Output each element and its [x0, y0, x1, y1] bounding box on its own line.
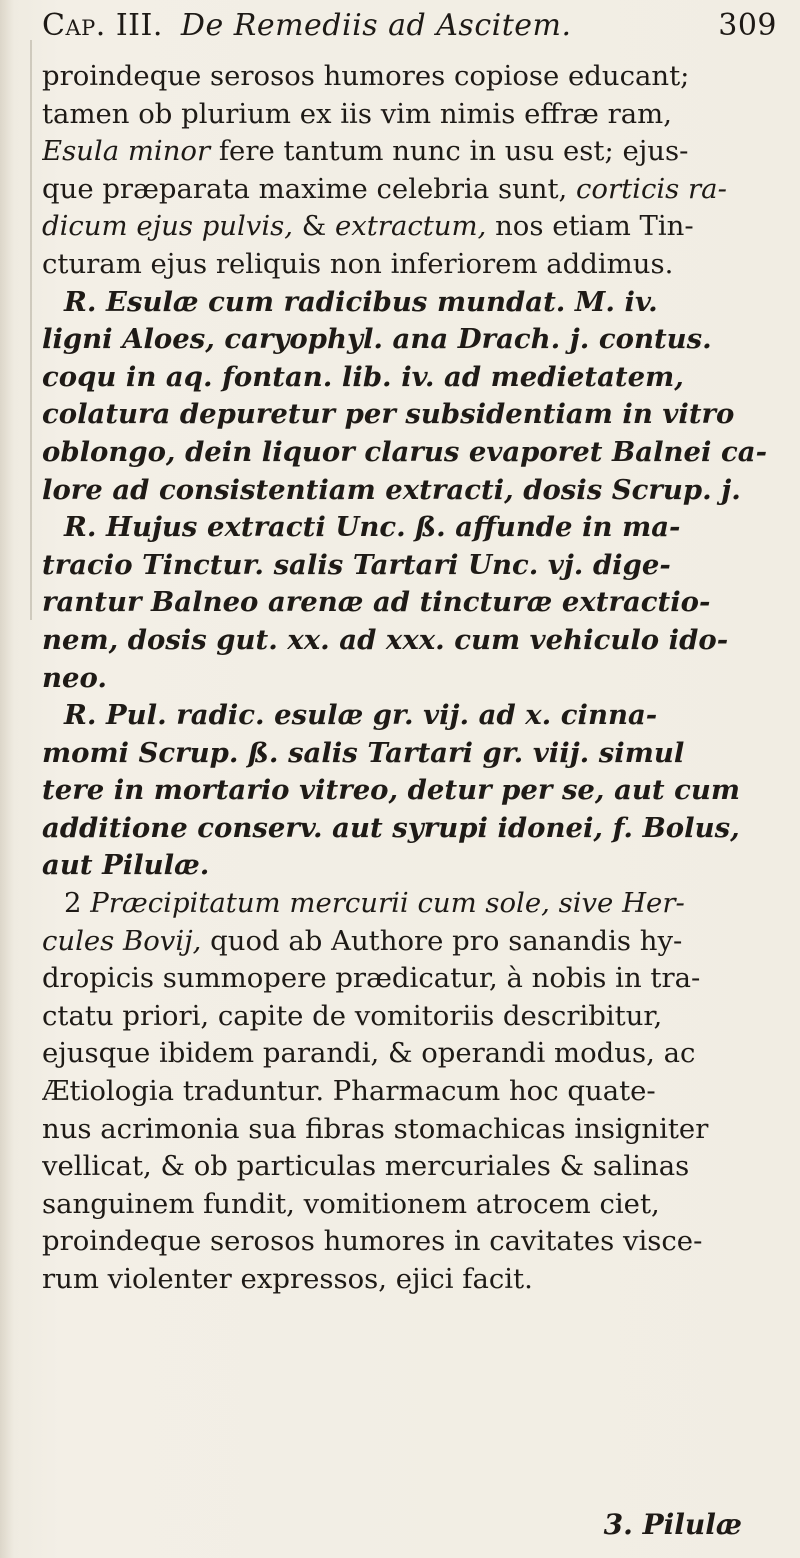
text-line: nem, dosis gut. xx. ad xxx. cum vehiculo ido-	[42, 623, 729, 656]
text-line	[42, 208, 782, 246]
italic-run: corticis ra-	[567, 172, 727, 205]
text-line	[42, 171, 782, 209]
chapter-title: De Remediis ad Ascitem.	[180, 8, 572, 43]
italic-run: extractum,	[334, 210, 487, 243]
text-line: R. Esulæ cum radicibus mundat. M. iv.	[64, 285, 658, 318]
text-line	[42, 923, 782, 961]
roman-run: nos etiam Tin-	[486, 210, 694, 243]
page-body	[42, 58, 782, 1299]
text-line: proindeque serosos humores in cavitates visce-	[42, 1225, 703, 1258]
text-line: R. Pul. radic. esulæ gr. vij. ad x. cinna-	[64, 699, 658, 732]
text-line: nus acrimonia sua fibras stomachicas insigniter	[42, 1112, 709, 1145]
roman-run: &	[293, 210, 335, 243]
text-line: ejusque ibidem parandi, & operandi modus, ac	[42, 1037, 696, 1070]
italic-run: cules Bovij,	[42, 924, 202, 957]
roman-run: 2	[64, 887, 91, 920]
text-line: oblongo, dein liquor clarus evaporet Balnei ca-	[42, 435, 768, 468]
text-line: sanguinem fundit, vomitionem atrocem ciet,	[42, 1187, 660, 1220]
text-line: rantur Balneo arenæ ad tincturæ extractio-	[42, 586, 711, 619]
running-header	[42, 8, 777, 60]
roman-run: que præparata maxime celebria sunt,	[42, 172, 568, 205]
text-line: R. Hujus extracti Unc. ß. affunde in ma-	[64, 511, 681, 544]
text-line: momi Scrup. ß. salis Tartari gr. viij. simul	[42, 736, 685, 769]
text-line: tamen ob plurium ex iis vim nimis effræ ram,	[42, 97, 672, 130]
roman-run: fere tantum nunc in usu est; ejus-	[210, 135, 689, 168]
catchword: 3. Pilulæ	[603, 1508, 742, 1541]
italic-run: Esula minor	[42, 135, 211, 168]
italic-run: dicum ejus pulvis,	[42, 210, 293, 243]
text-line: tracio Tinctur. salis Tartari Unc. vj. dige-	[42, 548, 671, 581]
chapter-label: Cap. III.	[42, 8, 163, 43]
page-number: 309	[718, 8, 777, 43]
italic-run: Præcipitatum mercurii cum sole, sive Her-	[90, 887, 685, 920]
gutter-shadow	[30, 40, 32, 620]
text-line: additione conserv. aut syrupi idonei, f. Bolus,	[42, 811, 740, 844]
text-line	[42, 133, 782, 171]
text-line: coqu in aq. fontan. lib. iv. ad medietatem,	[42, 360, 684, 393]
text-line: Ætiologia traduntur. Pharmacum hoc quate-	[42, 1075, 656, 1108]
text-line: tere in mortario vitreo, detur per se, aut cum	[42, 774, 741, 807]
text-line: ligni Aloes, caryophyl. ana Drach. j. contus.	[42, 323, 712, 356]
roman-run: quod ab Authore pro sanandis hy-	[201, 924, 683, 957]
text-line: cturam ejus reliquis non inferiorem addimus.	[42, 247, 674, 280]
text-line: rum violenter expressos, ejici facit.	[42, 1263, 533, 1295]
text-line: lore ad consistentiam extracti, dosis Scrup. j.	[42, 473, 741, 506]
text-line: colatura depuretur per subsidentiam in vitro	[42, 398, 735, 431]
text-line: aut Pilulæ.	[42, 849, 210, 882]
text-line: proindeque serosos humores copiose educant;	[42, 60, 690, 92]
text-line	[42, 885, 782, 923]
text-line: vellicat, & ob particulas mercuriales & salinas	[42, 1150, 690, 1183]
text-line: neo.	[42, 661, 107, 694]
text-line: dropicis summopere prædicatur, à nobis in tra-	[42, 962, 701, 995]
text-line: ctatu priori, capite de vomitoriis describitur,	[42, 999, 663, 1032]
